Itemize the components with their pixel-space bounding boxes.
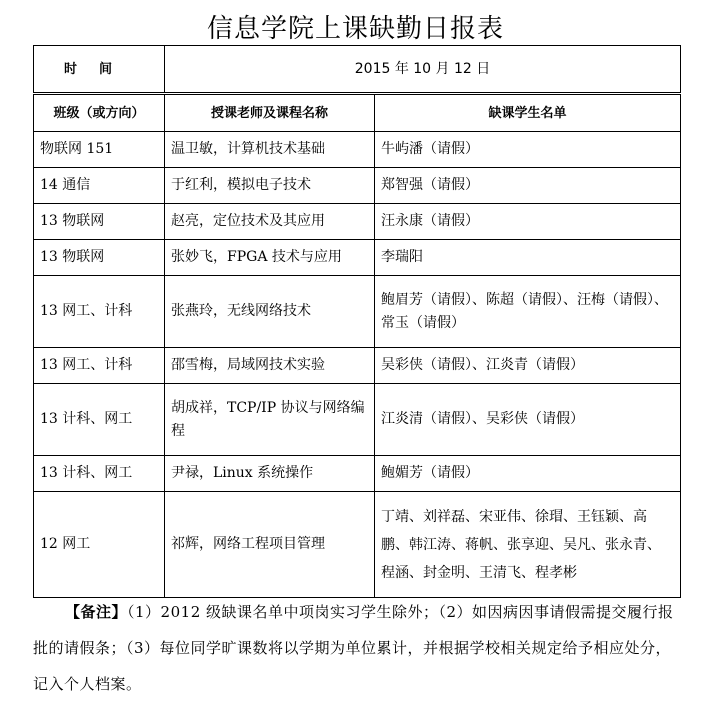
students-cell: 牛屿潘（请假） <box>375 132 681 168</box>
teacher-course-cell: 张燕玲，无线网络技术 <box>165 276 375 348</box>
class-cell: 13 网工、计科 <box>34 276 165 348</box>
table-row <box>34 492 681 598</box>
teacher-course-cell: 赵亮，定位技术及其应用 <box>165 204 375 240</box>
students-cell: 丁靖、刘祥磊、宋亚伟、徐瑁、王钰颖、高鹏、韩江涛、蒋帆、张享迎、吴凡、张永青、程涵、封金明、王清飞、程孝彬 <box>375 492 681 598</box>
teacher-course-cell: 尹禄，Linux 系统操作 <box>165 456 375 492</box>
students-cell: 鲍眉芳（请假）、陈超（请假）、汪梅（请假）、常玉（请假） <box>375 276 681 348</box>
header-row <box>34 94 681 132</box>
report-date: 2015 年 10 月 12 日 <box>165 46 681 94</box>
table-row <box>34 456 681 492</box>
table-row <box>34 132 681 168</box>
students-cell: 李瑞阳 <box>375 240 681 276</box>
remarks-text: （1）2012 级缺课名单中项岗实习学生除外；（2）如因病因事请假需提交履行报批的请假条；（3）每位同学旷课数将以学期为单位累计，并根据学校相关规定给予相应处分，记入个人档案。 <box>33 603 674 693</box>
teacher-course-cell: 于红利，模拟电子技术 <box>165 168 375 204</box>
table-row <box>34 204 681 240</box>
absence-report-table <box>33 45 681 598</box>
students-cell: 汪永康（请假） <box>375 204 681 240</box>
page-title: 信息学院上课缺勤日报表 <box>206 14 504 44</box>
table-row <box>34 348 681 384</box>
students-cell: 鲍媚芳（请假） <box>375 456 681 492</box>
class-cell: 13 物联网 <box>34 204 165 240</box>
students-cell: 吴彩侠（请假）、江炎青（请假） <box>375 348 681 384</box>
teacher-course-cell: 祁辉，网络工程项目管理 <box>165 492 375 598</box>
class-cell: 13 计科、网工 <box>34 384 165 456</box>
class-cell: 12 网工 <box>34 492 165 598</box>
class-cell: 物联网 151 <box>34 132 165 168</box>
time-row <box>34 46 681 94</box>
students-cell: 江炎清（请假）、吴彩侠（请假） <box>375 384 681 456</box>
teacher-course-cell: 胡成祥，TCP/IP 协议与网络编程 <box>165 384 375 456</box>
table-row <box>34 168 681 204</box>
remarks-paragraph <box>33 594 685 702</box>
class-cell: 13 物联网 <box>34 240 165 276</box>
table-row <box>34 384 681 456</box>
header-teacher-course: 授课老师及课程名称 <box>165 94 375 132</box>
class-cell: 14 通信 <box>34 168 165 204</box>
teacher-course-cell: 张妙飞，FPGA 技术与应用 <box>165 240 375 276</box>
header-class: 班级（或方向） <box>34 94 165 132</box>
table-row <box>34 240 681 276</box>
students-cell: 郑智强（请假） <box>375 168 681 204</box>
table-row <box>34 276 681 348</box>
teacher-course-cell: 温卫敏，计算机技术基础 <box>165 132 375 168</box>
remarks-label: 【备注】 <box>65 603 128 621</box>
class-cell: 13 网工、计科 <box>34 348 165 384</box>
class-cell: 13 计科、网工 <box>34 456 165 492</box>
header-absent-students: 缺课学生名单 <box>375 94 681 132</box>
teacher-course-cell: 邵雪梅，局域网技术实验 <box>165 348 375 384</box>
time-label: 时间 <box>34 46 165 94</box>
